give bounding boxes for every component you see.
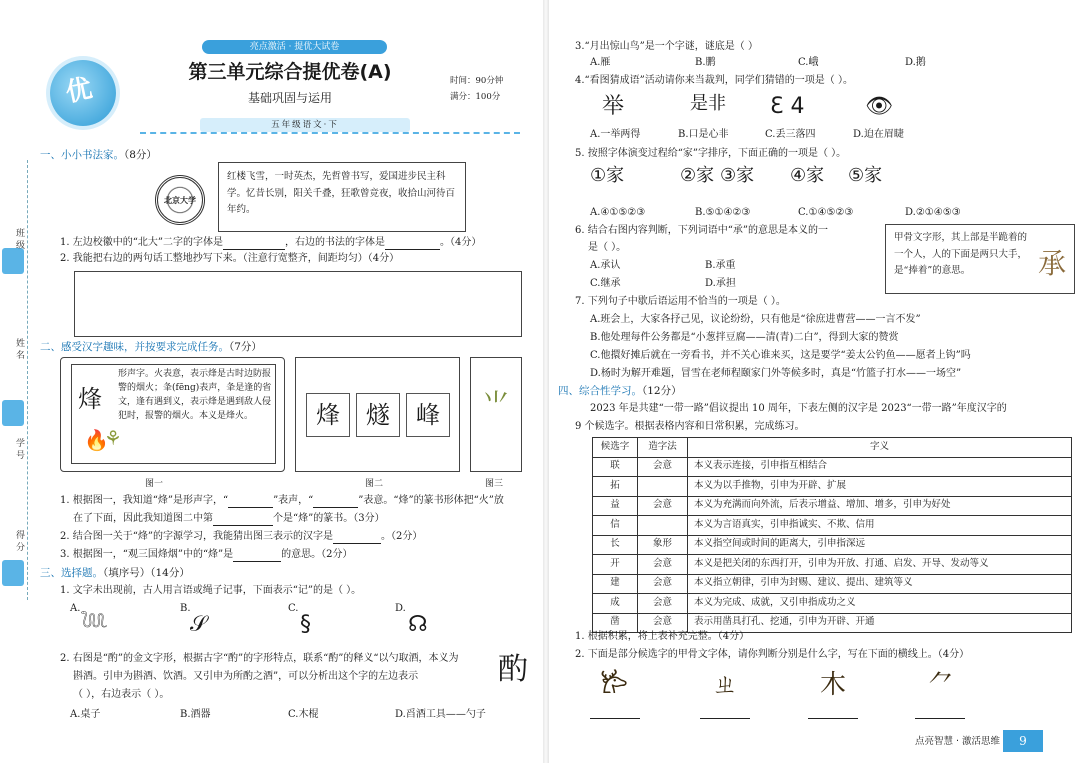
section4-points: （12分）: [642, 385, 682, 397]
figure-2: [295, 357, 460, 472]
figure-2-char-2: 燧: [356, 393, 400, 437]
page-number: 9: [1003, 730, 1043, 752]
s3q7-option-a[interactable]: A.班会上，大家各抒己见，议论纷纷，只有他是“徐庶进曹营——一言不发”: [590, 314, 921, 325]
full-score: 满分：100分: [450, 92, 501, 102]
cell-char: 建: [593, 574, 638, 594]
s4-question-2: 2. 下面是部分候选字的甲骨文字体，请你判断分别是什么字，写在下面的横线上。（4分）: [575, 649, 970, 660]
header-divider: [140, 132, 520, 134]
s3q6-option-a[interactable]: A.承认: [590, 260, 621, 271]
section3-title: 三、选择题。: [40, 567, 103, 579]
section3-heading: [40, 566, 190, 580]
s2-question-3: [60, 548, 353, 562]
figure-1-char: 烽: [78, 385, 102, 413]
s2-question-1-line-1: [60, 494, 504, 508]
s1q1-text: 1. 左边校徽中的“北大”二字的字体是: [60, 237, 223, 248]
riddle-d-eye-icon: 👁: [865, 94, 893, 119]
jia-glyph-5-icon: ⑤家: [848, 165, 883, 186]
oracle-glyph-1-icon: 𐂂: [600, 670, 628, 700]
column-header-meaning: 字义: [688, 438, 1072, 458]
footer-slogan: 点亮智慧 · 激活思维: [915, 736, 1001, 747]
s2q3-text-b: 的意思。（2分）: [281, 549, 353, 560]
figure-3: [470, 357, 522, 472]
peking-university-seal-icon: [155, 175, 205, 225]
s2q1-blank-2[interactable]: [313, 507, 358, 508]
cell-char: 联: [593, 457, 638, 477]
s3q1-option-d[interactable]: D.: [395, 603, 406, 614]
section2-title: 二、感受汉字趣味，并按要求完成任务。: [40, 341, 229, 353]
cell-meaning: 本义为充满而向外流，后表示增益、增加、增多，引申为好处: [688, 496, 1072, 516]
figure-2-char-3: 峰: [406, 393, 450, 437]
binding-label-name: 姓名: [16, 339, 26, 362]
riddle-b-icon: 是非: [690, 93, 726, 114]
jia-glyph-3-icon: ③家: [720, 165, 755, 186]
cell-meaning: 本义为以手推物，引申为开辟、扩展: [688, 477, 1072, 497]
column-header-method: 造字法: [638, 438, 688, 458]
cell-meaning: 本义是把关闭的东西打开，引申为开放、打通、启发、开导、发动等义: [688, 555, 1072, 575]
s3q5-option-b[interactable]: B.⑤①④②③: [695, 207, 751, 218]
section1-title: 一、小小书法家。: [40, 149, 124, 161]
figure-1-inner: [71, 364, 276, 464]
s3-question-5: 5. 按照字体演变过程给“家”字排序，下面正确的一项是（ ）。: [575, 148, 847, 159]
section4-title: 四、综合性学习。: [558, 385, 642, 397]
table-row: [593, 457, 1072, 477]
cheng-explanation-box: [885, 224, 1075, 294]
table-row: [593, 574, 1072, 594]
s3-question-6-line-1: 6. 结合右图内容判断，下列词语中“承”的意思是本义的一: [575, 225, 828, 236]
cell-meaning: 本义为完成、成就，又引申指成功之义: [688, 594, 1072, 614]
s1-question-2: 2. 我能把右边的两句话工整地抄写下来。（注意行宽整齐，间距均匀）（4分）: [60, 253, 400, 264]
cell-char: 益: [593, 496, 638, 516]
s2q3-text-a: 3. 根据图一，“观三国烽烟”中的“烽”是: [60, 549, 234, 560]
s3q4-option-c[interactable]: C.丢三落四: [765, 129, 816, 140]
plant-icon: ⚘: [104, 426, 122, 450]
figure-1-explanation: 形声字。火表意，表示烽是古时边防报警的烟火；夆(fēng)表声，夆是逢的省文，逢有遇到义，表示烽是遇到敌人侵犯时，报警的烟火。本义是烽火。: [118, 369, 272, 421]
cell-char: 成: [593, 594, 638, 614]
s2q1-text-b: ”表声，“: [273, 495, 314, 506]
s2q1-text-a: 1. 根据图一，我知道“烽”是形声字，“: [60, 495, 229, 506]
time-limit: 时间：90分钟: [450, 76, 504, 86]
table-row: [593, 516, 1072, 536]
binding-strip: [0, 0, 30, 763]
s3q3-option-c[interactable]: C.峨: [798, 57, 819, 68]
s2q1-text-e: 个是“烽”的篆书。（3分）: [273, 513, 385, 524]
figure-3-caption: 图三: [485, 479, 504, 489]
cell-meaning: 本义指立朝律，引申为封赐、建议、提出、建筑等义: [688, 574, 1072, 594]
cell-char: 长: [593, 535, 638, 555]
oracle-answer-line-1[interactable]: [590, 718, 640, 719]
binding-label-class: 班级: [16, 229, 26, 252]
s3q6-option-b[interactable]: B.承重: [705, 260, 736, 271]
cell-method: 象形: [638, 535, 688, 555]
cell-char: 凿: [593, 613, 638, 633]
cell-method: 会意: [638, 496, 688, 516]
s3q7-option-c[interactable]: C.他擐好摊后就在一旁看书，并不关心谁来买，这是要学“姜太公钓鱼——愿者上钩”吗: [590, 350, 971, 361]
s3-question-7: 7. 下列句子中歇后语运用不恰当的一项是（ ）。: [575, 296, 786, 307]
s4-intro-line-2: 9 个候选字。根据表格内容和日常积累，完成练习。: [575, 421, 805, 432]
figure-3-pictograph-icon: ⺌: [481, 388, 510, 421]
riddle-c-icon: Ɛ 4: [770, 94, 805, 119]
table-row: [593, 535, 1072, 555]
oracle-glyph-3-icon: 木: [820, 670, 847, 700]
binding-label-number: 学号: [16, 439, 26, 462]
s3q2-option-a[interactable]: A.桌子: [70, 709, 101, 720]
page-subtitle: 基础巩固与运用: [247, 91, 332, 105]
table-header-row: [593, 438, 1072, 458]
table-row: [593, 477, 1072, 497]
s3q2-option-c[interactable]: C.木棍: [288, 709, 319, 720]
section3-hint: （填序号）: [103, 567, 151, 579]
table-row: [593, 594, 1072, 614]
s2q1-blank-3[interactable]: [213, 525, 273, 526]
s3q6-option-c[interactable]: C.继承: [590, 278, 621, 289]
section4-heading: [558, 384, 682, 398]
s3q1-option-b[interactable]: B.: [180, 603, 191, 614]
s3-question-2-line-2: 斟酒。引申为斟酒、饮酒。又引申为所酌之酒”，可以分析出这个字的左边表示: [73, 671, 419, 682]
s2-question-1-line-2: [73, 512, 385, 526]
figure-1: [60, 357, 285, 472]
cell-char: 信: [593, 516, 638, 536]
grade-bar: 五年级语文·下: [200, 118, 410, 132]
page-title: 第三单元综合提优卷(A): [188, 61, 392, 83]
s3q7-option-b[interactable]: B.他处理每件公务都是“小葱拌豆腐——清(青)二白”，得到大家的赞赏: [590, 332, 899, 343]
s1q1-blank-1[interactable]: [223, 249, 285, 250]
oracle-glyph-2-icon: ㄓ: [712, 670, 739, 700]
cell-meaning: 表示用凿具打孔、挖通，引申为开辟、开通: [688, 613, 1072, 633]
s4-question-1: 1. 根据积累，将上表补充完整。（4分）: [575, 631, 750, 642]
s2q1-blank-1[interactable]: [228, 507, 273, 508]
bronze-glyph-c-icon: §: [300, 612, 311, 637]
s2q1-text-d: 在了下面，因此我知道图二中第: [73, 513, 213, 524]
s3q4-option-a[interactable]: A.一举两得: [590, 129, 641, 140]
s3q5-option-c[interactable]: C.①④⑤②③: [798, 207, 854, 218]
oracle-answer-line-2[interactable]: [700, 718, 750, 719]
s4-intro-line-1: 2023 年是共建“一带一路”倡议提出 10 周年，下表左侧的汉字是 2023“一带一路”年度汉字的: [590, 403, 1007, 414]
cell-char: 开: [593, 555, 638, 575]
s3q6-option-d[interactable]: D.承担: [705, 278, 736, 289]
cheng-oracle-glyph-icon: 承: [1037, 247, 1066, 280]
s3-question-3: 3.“月出惊山鸟”是一个字谜，谜底是（ ）: [575, 41, 758, 52]
s1q1-mid: ，右边的书法的字体是: [284, 237, 385, 248]
binding-tab-2: [2, 400, 24, 426]
cell-method: 会意: [638, 457, 688, 477]
s3-question-6-line-2: 是（ ）。: [588, 242, 627, 253]
bronze-glyph-b-icon: 𝒮: [190, 612, 208, 637]
page-fold: [543, 0, 549, 763]
s3q3-option-d[interactable]: D.鹅: [905, 57, 926, 68]
cell-method: 会意: [638, 613, 688, 633]
s3q2-option-b[interactable]: B.酒器: [180, 709, 211, 720]
section1-heading: [40, 148, 157, 162]
exam-header: [50, 40, 520, 135]
series-ribbon: 亮点激活 · 提优大试卷: [202, 40, 387, 54]
fire-icon: 🔥: [84, 428, 109, 452]
cell-method: 会意: [638, 594, 688, 614]
s1-question-1: [60, 236, 481, 250]
s2q1-text-c: ”表意。“烽”的篆书形体把“火”放: [358, 495, 504, 506]
s3q5-option-d[interactable]: D.②①④⑤③: [905, 207, 961, 218]
badge-text: 优: [63, 73, 95, 109]
s2-question-2: [60, 530, 422, 544]
s3q5-option-a[interactable]: A.④①⑤②③: [590, 207, 646, 218]
s3q3-option-a[interactable]: A.雁: [590, 57, 611, 68]
s3q1-option-a[interactable]: A.: [70, 603, 81, 614]
cheng-explanation-text: 甲骨文字形，其上部是半跪着的一个人，人的下面是两只大手，是“捧着”的意思。: [894, 232, 1028, 277]
s2q2-text-b: 。（2分）: [380, 531, 423, 542]
calligraphy-poem: 红楼飞雪，一时英杰，先哲曾书写，爱国进步民主科学。忆昔长别，阳关千叠，狂歌曾竞夜，收拾山河待百年约。: [218, 162, 466, 232]
cell-char: 拓: [593, 477, 638, 497]
s3-question-2-line-3: （ ），右边表示（ ）。: [73, 689, 170, 700]
s2q2-text-a: 2. 结合图一关于“烽”的字源学习，我能猜出图三表示的汉字是: [60, 531, 333, 542]
excellence-badge-icon: [50, 60, 116, 126]
bronze-glyph-a-icon: 𓆙: [80, 612, 109, 637]
s2q2-blank[interactable]: [333, 543, 381, 544]
s3q7-option-d[interactable]: D.杨时为解开难题，冒雪在老师程颐家门外等候多时，真是“竹篮子打水——一场空”: [590, 368, 962, 379]
bronze-glyph-d-icon: ☊: [408, 612, 428, 637]
oracle-answer-line-3[interactable]: [808, 718, 858, 719]
s1q1-blank-2[interactable]: [385, 249, 440, 250]
oracle-answer-line-4[interactable]: [915, 718, 965, 719]
zhuo-glyph-icon: 酌: [498, 652, 528, 687]
cell-method: 会意: [638, 574, 688, 594]
section2-heading: [40, 340, 262, 354]
riddle-a-icon: 举: [602, 94, 625, 119]
binding-label-score: 得分: [16, 531, 26, 554]
copy-writing-box[interactable]: [74, 271, 522, 337]
column-header-char: 候选字: [593, 438, 638, 458]
figure-2-caption: 图二: [365, 479, 384, 489]
table-row: [593, 496, 1072, 516]
cell-meaning: 本义为言语真实，引申指诚实、不欺、信用: [688, 516, 1072, 536]
s3q2-option-d[interactable]: D.舀酒工具——勺子: [395, 709, 486, 720]
s3q3-option-b[interactable]: B.鹏: [695, 57, 716, 68]
s3-question-4: 4.“看图猜成语”活动请你来当裁判，同学们猜错的一项是（ ）。: [575, 75, 853, 86]
jia-glyph-4-icon: ④家: [790, 165, 825, 186]
section3-points: （14分）: [150, 567, 190, 579]
s3q4-option-d[interactable]: D.迫在眉睫: [853, 129, 904, 140]
s3-question-2-line-1: 2. 右图是“酌”的金文字形，根据古字“酌”的字形特点，联系“酌”的释义“以勺取酒，本义为: [60, 653, 459, 664]
candidate-characters-table: [592, 437, 1072, 633]
cell-meaning: 本义表示连接，引申指互相结合: [688, 457, 1072, 477]
s3q4-option-b[interactable]: B.口是心非: [678, 129, 729, 140]
seal-text: 北京大学: [164, 195, 196, 205]
cell-method[interactable]: [638, 477, 688, 497]
jia-glyph-1-icon: ①家: [590, 165, 625, 186]
section2-points: （7分）: [229, 341, 262, 353]
jia-glyph-2-icon: ②家: [680, 165, 715, 186]
table-row: [593, 555, 1072, 575]
s2q3-blank[interactable]: [233, 561, 281, 562]
figure-1-caption: 图一: [145, 479, 164, 489]
oracle-glyph-4-icon: ⺈: [928, 670, 955, 700]
cell-method[interactable]: [638, 516, 688, 536]
binding-tab-3: [2, 560, 24, 586]
s3-question-1: 1. 文字未出现前，古人用言语或绳子记事，下面表示“记”的是（ ）。: [60, 585, 362, 596]
section1-points: （8分）: [124, 149, 157, 161]
s1q1-end: 。（4分）: [439, 237, 482, 248]
cell-method: 会意: [638, 555, 688, 575]
s3q1-option-c[interactable]: C.: [288, 603, 299, 614]
cell-meaning: 本义指空间或时间的距离大，引申指深远: [688, 535, 1072, 555]
figure-2-char-1: 烽: [306, 393, 350, 437]
